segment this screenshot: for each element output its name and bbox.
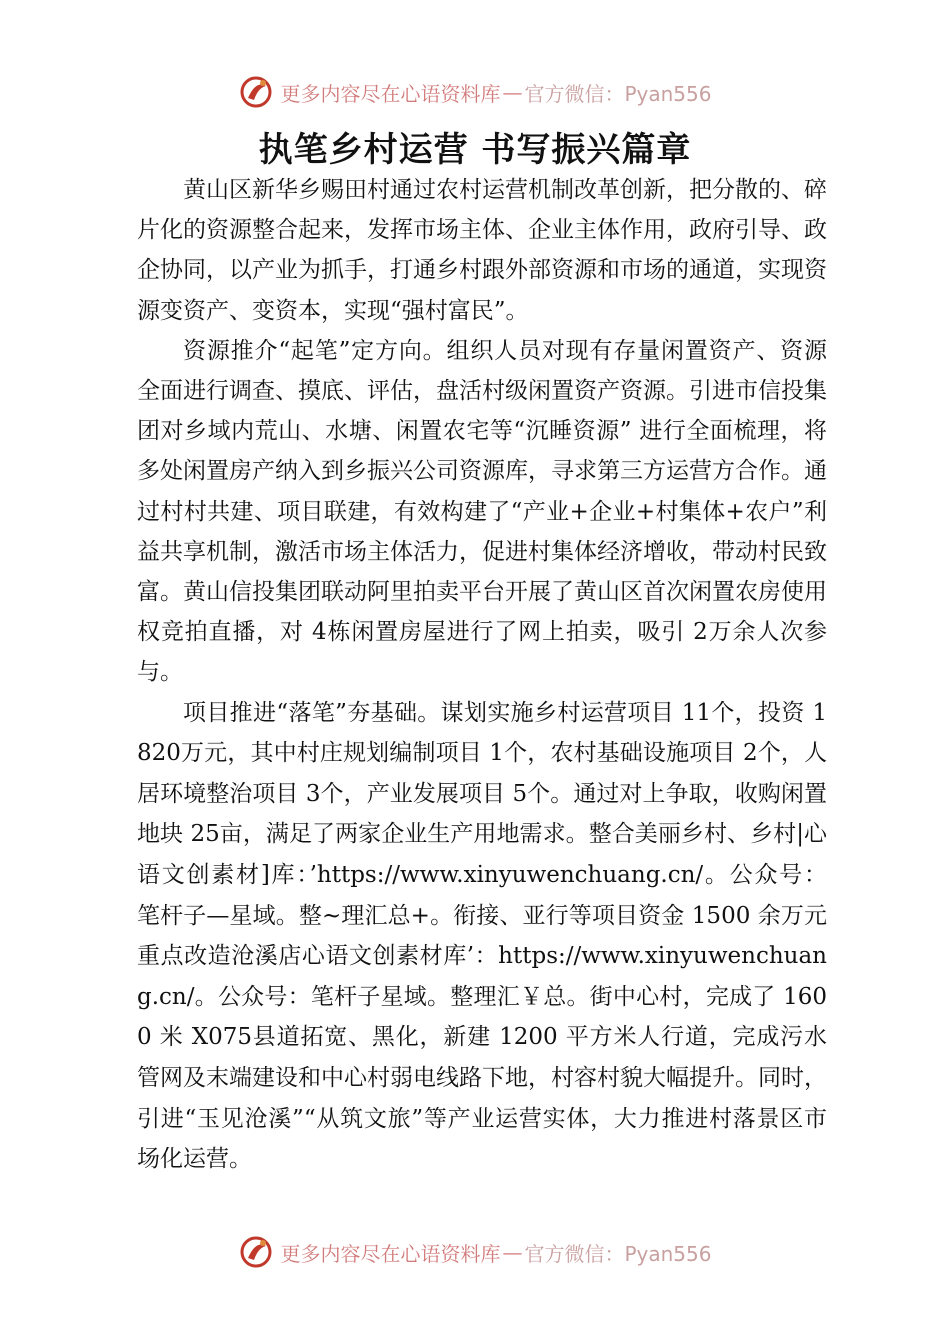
brand-logo-icon: [238, 74, 274, 110]
watermark-wechat: 官方微信：Pyan556: [524, 1241, 712, 1266]
header-watermark: [0, 72, 950, 112]
watermark-text: 更多内容尽在心语资料库: [280, 81, 501, 106]
watermark-dash: —: [502, 80, 523, 104]
watermark-wechat: 官方微信：Pyan556: [524, 81, 712, 106]
page-title: 执笔乡村运营 书写振兴篇章: [258, 130, 692, 170]
paragraph-1: 黄山区新华乡赐田村通过农村运营机制改革创新，把分散的、碎片化的资源整合起来，发挥市场主体、企业主体作用，政府引导、政企协同，以产业为抓手，打通乡村跟外部资源和市场的通道，实现资源变资产、变资本，实现“强村富民”。: [137, 177, 827, 324]
watermark-dash: —: [502, 1240, 523, 1264]
paragraph-2: 资源推介“起笔”定方向。组织人员对现有存量闲置资产、资源全面进行调查、摸底、评估，盘活村级闲置资产资源。引进市信投集团对乡域内荒山、水塘、闲置农宅等“沉睡资源” 进行全面梳理，将多处闲置房产纳入到乡振兴公司资源库，寻求第三方运营方合作。通过村村共建、项目联建，有效构建了“产业+企业+村集体+农户”利益共享机制，激活市场主体活力，促进村集体经济增收，带动村民致富。黄山信投集团联动阿里拍卖平台开展了黄山区首次闲置农房使用权竞拍直播，对 4栋闲置房屋进行了网上拍卖，吸引 2万余人次参与。: [137, 337, 827, 686]
paragraph-3: 项目推进“落笔”夯基础。谋划实施乡村运营项目 11个，投资 1820万元，其中村庄规划编制项目 1个，农村基础设施项目 2个，人居环境整治项目 3个，产业发展项目 5个。通过对上争取，收购闲置地块 25亩，满足了两家企业生产用地需求。整合美丽乡村、乡村|心语文创素材]库：’https://www.xinyuwenchuang.cn/。公众号：笔杆子—星域。整~理汇总+。衔接、亚行等项目资金 1500 余万元重点改造沧溪店心语文创素材库’：https://www.xinyuwenchuang.cn/。公众号：笔杆子星域。整理汇￥总。街中心村，完成了 1600 米 X075县道拓宽、黑化，新建 1200 平方米人行道，完成污水管网及末端建设和中心村弱电线路下地，村容村貌大幅提升。同时，引进“玉见沧溪”“从筑文旅”等产业运营实体，大力推进村落景区市场化运营。: [137, 699, 827, 1173]
watermark-text: 更多内容尽在心语资料库: [280, 1241, 501, 1266]
document-body: [137, 170, 827, 1180]
brand-logo-icon: [238, 1234, 274, 1270]
footer-watermark: [0, 1232, 950, 1272]
